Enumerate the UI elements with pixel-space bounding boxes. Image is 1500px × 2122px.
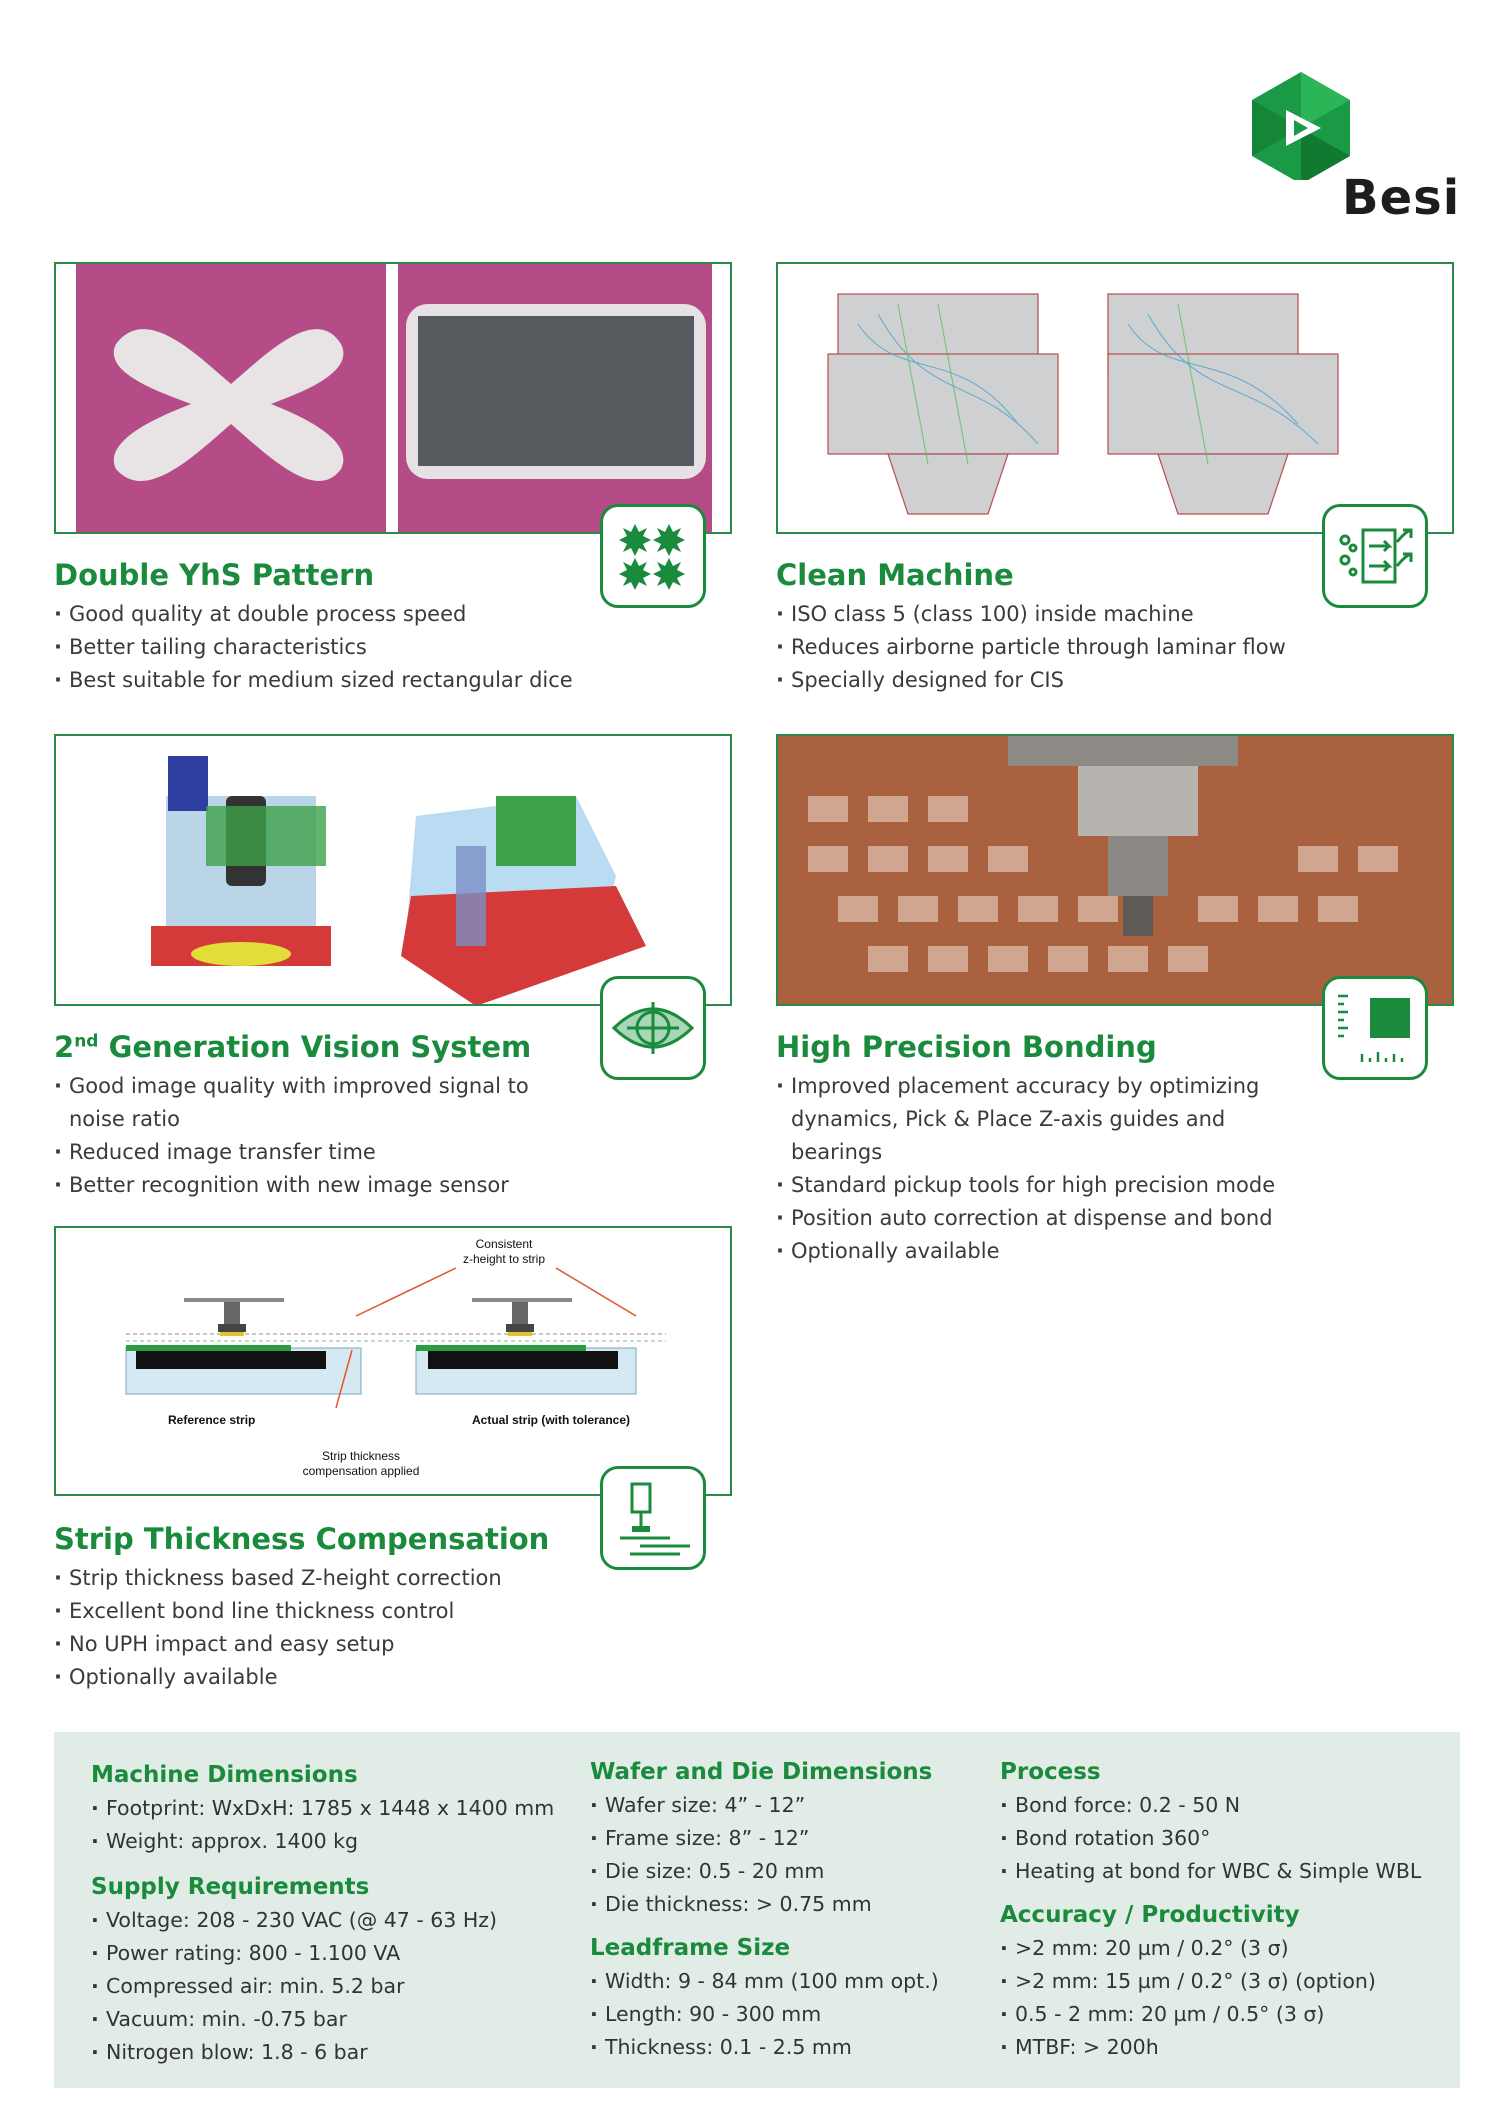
list-item: · Power rating: 800 - 1.100 VA — [91, 1937, 497, 1970]
vision-system-bullets — [54, 1070, 534, 1202]
list-item: · Heating at bond for WBC & Simple WBL — [1000, 1855, 1421, 1888]
list-item: · Better tailing characteristics — [54, 631, 573, 664]
strip-thickness-bullets — [54, 1562, 502, 1694]
strip-thickness-title: Strip Thickness Compensation — [54, 1522, 550, 1556]
process-title: Process — [1000, 1759, 1101, 1785]
double-yhs-image — [54, 262, 732, 534]
supply-requirements-list — [91, 1904, 497, 2069]
list-item: · Die size: 0.5 - 20 mm — [590, 1855, 872, 1888]
precision-bonding-title: High Precision Bonding — [776, 1030, 1157, 1064]
list-item: · Bond rotation 360° — [1000, 1822, 1421, 1855]
list-item: · Optionally available — [776, 1235, 1316, 1268]
machine-dimensions-title: Machine Dimensions — [91, 1762, 358, 1788]
list-item: · Width: 9 - 84 mm (100 mm opt.) — [590, 1965, 939, 1998]
list-item: · Frame size: 8” - 12” — [590, 1822, 872, 1855]
leadframe-title: Leadframe Size — [590, 1935, 791, 1961]
list-item: · Wafer size: 4” - 12” — [590, 1789, 872, 1822]
diagram-top-label-2: z-height to strip — [462, 1252, 546, 1266]
clean-machine-bullets — [776, 598, 1286, 697]
list-item: · MTBF: > 200h — [1000, 2031, 1376, 2064]
bond-head-icon — [600, 1466, 706, 1570]
precision-ruler-icon — [1322, 976, 1428, 1080]
list-item: · Specially designed for CIS — [776, 664, 1286, 697]
list-item: · Reduced image transfer time — [54, 1136, 534, 1169]
list-item: · Nitrogen blow: 1.8 - 6 bar — [91, 2036, 497, 2069]
list-item: · ISO class 5 (class 100) inside machine — [776, 598, 1286, 631]
precision-bonding-image — [776, 734, 1454, 1006]
vision-system-image — [54, 734, 732, 1006]
clean-machine-title: Clean Machine — [776, 558, 1014, 592]
leadframe-list — [590, 1965, 939, 2064]
list-item: · Good image quality with improved signal to noise ratio — [54, 1070, 534, 1136]
strip-thickness-diagram — [54, 1226, 732, 1496]
list-item: · Voltage: 208 - 230 VAC (@ 47 - 63 Hz) — [91, 1904, 497, 1937]
list-item: · Footprint: WxDxH: 1785 x 1448 x 1400 mm — [91, 1792, 554, 1825]
accuracy-title: Accuracy / Productivity — [1000, 1902, 1300, 1928]
machine-dimensions-list — [91, 1792, 554, 1858]
diagram-bottom-label-2: compensation applied — [302, 1464, 420, 1478]
diagram-top-label-1: Consistent — [475, 1237, 533, 1251]
list-item: · >2 mm: 20 µm / 0.2° (3 σ) — [1000, 1932, 1376, 1965]
list-item: · >2 mm: 15 µm / 0.2° (3 σ) (option) — [1000, 1965, 1376, 1998]
list-item: · Position auto correction at dispense and bond — [776, 1202, 1316, 1235]
list-item: · Weight: approx. 1400 kg — [91, 1825, 554, 1858]
process-list — [1000, 1789, 1421, 1888]
wafer-die-list — [590, 1789, 872, 1921]
double-yhs-pattern-icon — [600, 504, 706, 608]
besi-logo — [1246, 70, 1461, 230]
list-item: · Die thickness: > 0.75 mm — [590, 1888, 872, 1921]
list-item: · Better recognition with new image sensor — [54, 1169, 534, 1202]
accuracy-list — [1000, 1932, 1376, 2064]
double-yhs-title: Double YhS Pattern — [54, 558, 375, 592]
list-item: · Good quality at double process speed — [54, 598, 573, 631]
list-item: · Strip thickness based Z-height correction — [54, 1562, 502, 1595]
list-item: · Thickness: 0.1 - 2.5 mm — [590, 2031, 939, 2064]
list-item: · Vacuum: min. -0.75 bar — [91, 2003, 497, 2036]
laminar-flow-icon — [1322, 504, 1428, 608]
list-item: · Standard pickup tools for high precision mode — [776, 1169, 1316, 1202]
list-item: · Best suitable for medium sized rectangular dice — [54, 664, 573, 697]
list-item: · Bond force: 0.2 - 50 N — [1000, 1789, 1421, 1822]
list-item: · Excellent bond line thickness control — [54, 1595, 502, 1628]
diagram-left-label: Reference strip — [168, 1413, 256, 1427]
besi-hexagon-icon — [1246, 70, 1356, 180]
supply-requirements-title: Supply Requirements — [91, 1874, 370, 1900]
list-item: · No UPH impact and easy setup — [54, 1628, 502, 1661]
diagram-right-label: Actual strip (with tolerance) — [472, 1413, 631, 1427]
vision-system-title: 2nd Generation Vision System — [54, 1030, 532, 1064]
list-item: · 0.5 - 2 mm: 20 µm / 0.5° (3 σ) — [1000, 1998, 1376, 2031]
list-item: · Compressed air: min. 5.2 bar — [91, 1970, 497, 2003]
precision-bonding-bullets — [776, 1070, 1316, 1268]
brand-name: Besi — [1342, 170, 1461, 226]
double-yhs-bullets — [54, 598, 573, 697]
vision-eye-icon — [600, 976, 706, 1080]
specifications-panel — [54, 1732, 1460, 2088]
list-item: · Reduces airborne particle through laminar flow — [776, 631, 1286, 664]
list-item: · Optionally available — [54, 1661, 502, 1694]
list-item: · Improved placement accuracy by optimizing dynamics, Pick & Place Z-axis guides and bearings — [776, 1070, 1316, 1169]
list-item: · Length: 90 - 300 mm — [590, 1998, 939, 2031]
clean-machine-image — [776, 262, 1454, 534]
diagram-bottom-label-1: Strip thickness — [321, 1449, 401, 1463]
wafer-die-title: Wafer and Die Dimensions — [590, 1759, 933, 1785]
